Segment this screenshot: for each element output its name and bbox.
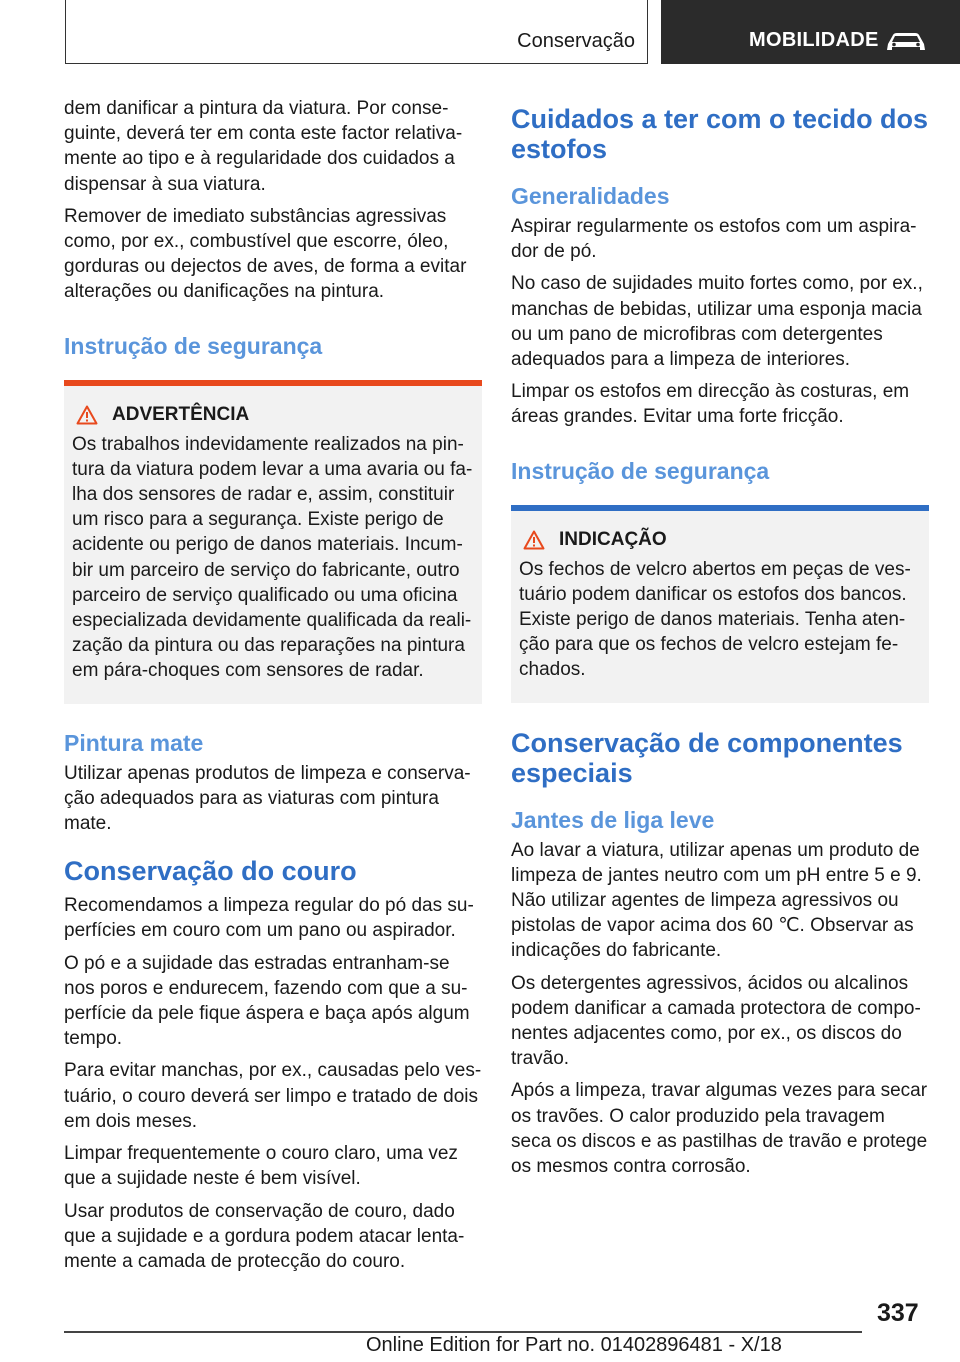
footer-divider [64,1331,862,1333]
section-heading: Conservação de componentes especiais [511,727,903,788]
paragraph: Remover de imediato substâncias agressivas como, por ex., combustível que escorre, óleo, gorduras ou dejectos de aves, de forma a evitar alterações ou danificações na pintura. [64,205,467,303]
chapter-title: MOBILIDADE [749,29,879,51]
edition-footer: Online Edition for Part no. 01402896481 - X/18 [366,1334,782,1356]
note-text: Os fechos de velcro abertos em peças de ves-tuário podem danificar os estofos dos bancos. Existe perigo de danos materiais. Tenha aten-ção para que os fechos de velcro estejam fe-chados. [519,558,911,681]
paragraph: No caso de sujidades muito fortes como, por ex., manchas de bebidas, utilizar uma esponja macia ou um pano de microfibras com detergentes adequados para a limpeza de interiores. [511,273,923,371]
paragraph: Após a limpeza, travar algumas vezes para secar os travões. O calor produzido pela travagem seca os discos e as pastilhas de travão e protege os mesmos contra corrosão. [511,1080,928,1178]
section-heading: Cuidados a ter com o tecido dos estofos [511,104,929,164]
paragraph: Ao lavar a viatura, utilizar apenas um produto de limpeza de jantes neutro com um pH entre 5 e 9. Não utilizar agentes de limpeza agressivos ou pistolas de vapor acima dos 60 ℃. Observar as indicações do fabricante. [511,839,922,962]
paragraph: dem danificar a pintura da viatura. Por conse-guinte, deverá ter em conta este factor relativa-mente ao tipo e à regularidade dos cuidados a dispensar à sua viatura. [64,98,463,195]
right-column [511,96,929,1186]
warning-text: Os trabalhos indevidamente realizados na pin-tura da viatura podem levar a uma avaria ou fa-lha dos sensores de radar e, assim, constituir um risco para a segurança. Existe perigo de acidente ou perigo de danos materiais. Incum-bir um parceiro de serviço do fabricante, outro parceiro de serviço qualificado ou uma oficina especializada devidamente qualificada da reali-zação da pintura ou das reparações na pintura em pára-choques com sensores de radar. [72,433,473,682]
paragraph: Aspirar regularmente os estofos com um aspira-dor de pó. [511,216,917,263]
warning-header [76,404,475,426]
page-header [0,0,960,66]
section-heading: Instrução de segurança [511,457,770,484]
paragraph: Utilizar apenas produtos de limpeza e conserva-ção adequados para as viaturas com pintura mate. [64,762,471,835]
paragraph: Recomendamos a limpeza regular do pó das su-perfícies em couro com um pano ou aspirador. [64,895,474,942]
paragraph: Usar produtos de conservação de couro, dado que a sujidade e a gordura podem atacar lenta-mente a camada de protecção do couro. [64,1200,465,1272]
section-heading: Generalidades [511,183,670,209]
paragraph: Os detergentes agressivos, ácidos ou alcalinos podem danificar a camada protectora de compo-nentes adjacentes como, por ex., os discos do travão. [511,972,921,1070]
car-icon [884,30,928,54]
note-box [511,505,929,703]
section-tab [65,0,648,64]
section-heading: Pintura mate [64,729,204,756]
warning-triangle-icon [76,405,98,425]
note-title: INDICAÇÃO [559,528,667,550]
paragraph: Limpar frequentemente o couro claro, uma vez que a sujidade neste é bem visível. [64,1143,458,1190]
section-heading: Instrução de segurança [64,332,323,359]
warning-box [64,380,482,704]
paragraph: Para evitar manchas, por ex., causadas pelo ves-tuário, o couro deverá ser limpo e tratado de dois em dois meses. [64,1060,482,1132]
left-column [64,96,482,1281]
page-number: 337 [877,1299,919,1327]
paragraph: O pó e a sujidade das estradas entranham-se nos poros e endurecem, fazendo com que a su-perfície da pele fique áspera e baça após algum tempo. [64,952,470,1050]
section-heading: Jantes de liga leve [511,806,715,833]
section-heading: Conservação do couro [64,856,357,887]
note-header [523,529,922,551]
warning-triangle-icon [523,530,545,550]
paragraph: Limpar os estofos em direcção às costuras, em áreas grandes. Evitar uma forte fricção. [511,381,910,428]
warning-title: ADVERTÊNCIA [112,403,250,425]
section-title: Conservação [517,30,635,52]
